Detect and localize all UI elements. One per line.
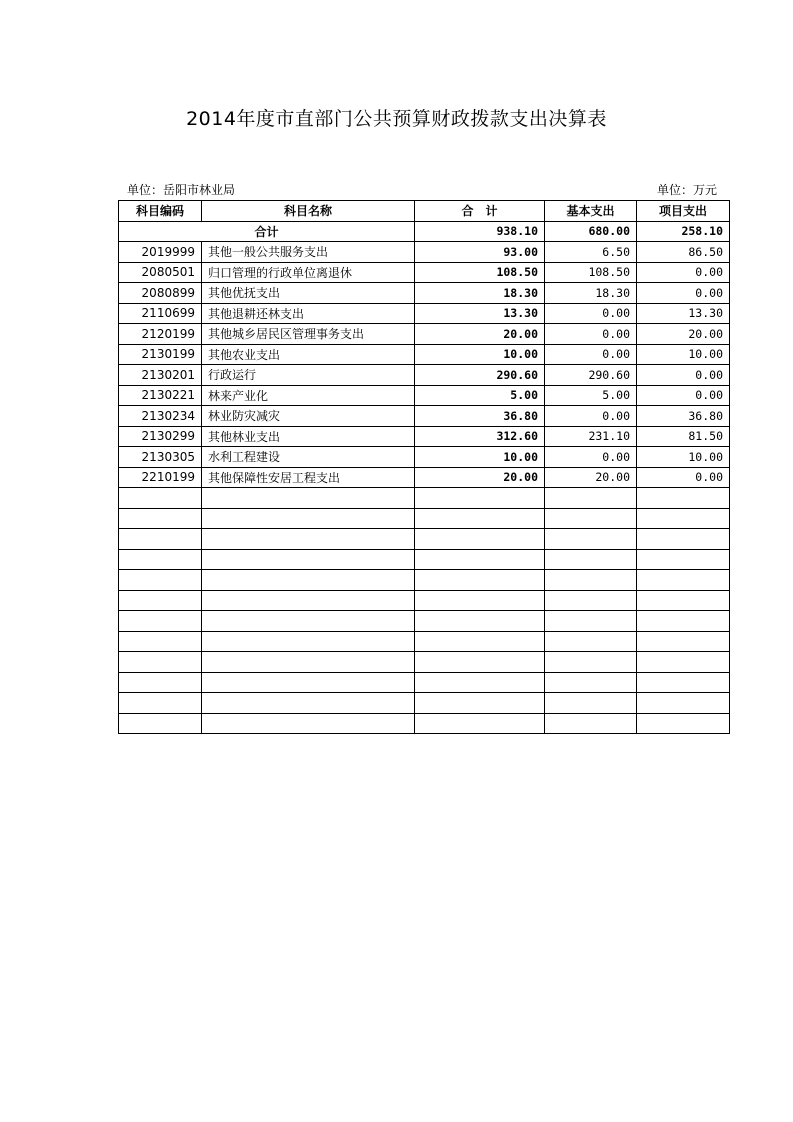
row-name: 其他林业支出: [202, 426, 415, 447]
table-row: [119, 385, 730, 406]
empty-cell: [415, 529, 545, 550]
empty-cell: [119, 529, 202, 550]
unit-currency: 单位：万元: [657, 183, 718, 197]
empty-cell: [202, 652, 415, 673]
total-sum: 938.10: [415, 221, 545, 242]
empty-cell: [637, 508, 730, 529]
row-project: 20.00: [637, 324, 730, 345]
empty-cell: [202, 549, 415, 570]
row-name: 其他保障性安居工程支出: [202, 467, 415, 488]
row-code: 2210199: [119, 467, 202, 488]
row-code: 2130221: [119, 385, 202, 406]
empty-cell: [202, 713, 415, 734]
header-project: 项目支出: [637, 201, 730, 222]
empty-cell: [545, 570, 637, 591]
row-project: 0.00: [637, 365, 730, 386]
empty-cell: [545, 529, 637, 550]
row-name: 其他农业支出: [202, 344, 415, 365]
row-project: 36.80: [637, 406, 730, 427]
table-row: [119, 344, 730, 365]
row-project: 13.30: [637, 303, 730, 324]
row-basic: 290.60: [545, 365, 637, 386]
empty-row: [119, 570, 730, 591]
row-code: 2130305: [119, 447, 202, 468]
empty-cell: [119, 631, 202, 652]
row-basic: 18.30: [545, 283, 637, 304]
empty-cell: [202, 693, 415, 714]
row-project: 10.00: [637, 447, 730, 468]
table-row: [119, 467, 730, 488]
row-code: 2120199: [119, 324, 202, 345]
total-basic: 680.00: [545, 221, 637, 242]
empty-cell: [119, 693, 202, 714]
empty-cell: [545, 713, 637, 734]
table-row: [119, 242, 730, 263]
empty-cell: [545, 693, 637, 714]
row-sum: 10.00: [415, 447, 545, 468]
row-name: 林来产业化: [202, 385, 415, 406]
empty-cell: [202, 672, 415, 693]
empty-cell: [415, 611, 545, 632]
empty-cell: [202, 508, 415, 529]
empty-cell: [637, 693, 730, 714]
empty-cell: [545, 508, 637, 529]
header-row: [119, 201, 730, 222]
empty-cell: [119, 508, 202, 529]
empty-cell: [415, 672, 545, 693]
header-basic: 基本支出: [545, 201, 637, 222]
total-project: 258.10: [637, 221, 730, 242]
row-code: 2080899: [119, 283, 202, 304]
empty-cell: [545, 488, 637, 509]
row-sum: 10.00: [415, 344, 545, 365]
row-project: 86.50: [637, 242, 730, 263]
empty-cell: [119, 713, 202, 734]
row-project: 10.00: [637, 344, 730, 365]
table-row: [119, 406, 730, 427]
empty-cell: [119, 590, 202, 611]
row-basic: 0.00: [545, 324, 637, 345]
empty-cell: [415, 713, 545, 734]
empty-row: [119, 713, 730, 734]
empty-cell: [637, 590, 730, 611]
empty-cell: [637, 713, 730, 734]
empty-row: [119, 631, 730, 652]
empty-cell: [637, 631, 730, 652]
row-code: 2080501: [119, 262, 202, 283]
empty-cell: [119, 652, 202, 673]
empty-cell: [119, 488, 202, 509]
empty-cell: [202, 590, 415, 611]
header-name: 科目名称: [202, 201, 415, 222]
row-sum: 20.00: [415, 324, 545, 345]
row-sum: 18.30: [415, 283, 545, 304]
empty-row: [119, 693, 730, 714]
empty-cell: [415, 549, 545, 570]
empty-cell: [637, 570, 730, 591]
row-code: 2130201: [119, 365, 202, 386]
table-row: [119, 283, 730, 304]
row-basic: 108.50: [545, 262, 637, 283]
page-title: 2014年度市直部门公共预算财政拨款支出决算表: [186, 108, 607, 130]
row-name: 林业防灾减灾: [202, 406, 415, 427]
empty-cell: [415, 508, 545, 529]
header-code: 科目编码: [119, 201, 202, 222]
table-row: [119, 447, 730, 468]
row-name: 其他优抚支出: [202, 283, 415, 304]
row-basic: 6.50: [545, 242, 637, 263]
empty-cell: [202, 631, 415, 652]
row-basic: 0.00: [545, 406, 637, 427]
row-code: 2130234: [119, 406, 202, 427]
empty-cell: [415, 693, 545, 714]
empty-cell: [415, 488, 545, 509]
row-code: 2130199: [119, 344, 202, 365]
empty-cell: [637, 529, 730, 550]
empty-cell: [119, 549, 202, 570]
row-basic: 0.00: [545, 447, 637, 468]
empty-row: [119, 611, 730, 632]
empty-row: [119, 590, 730, 611]
row-name: 水利工程建设: [202, 447, 415, 468]
empty-cell: [202, 488, 415, 509]
expenditure-table: [118, 200, 730, 734]
row-project: 0.00: [637, 283, 730, 304]
empty-cell: [119, 611, 202, 632]
empty-cell: [119, 570, 202, 591]
row-project: 81.50: [637, 426, 730, 447]
empty-row: [119, 508, 730, 529]
row-sum: 5.00: [415, 385, 545, 406]
empty-cell: [545, 549, 637, 570]
table-row: [119, 426, 730, 447]
row-project: 0.00: [637, 467, 730, 488]
total-label: 合计: [119, 221, 415, 242]
table-row: [119, 365, 730, 386]
table-row: [119, 303, 730, 324]
row-project: 0.00: [637, 262, 730, 283]
empty-cell: [637, 672, 730, 693]
row-code: 2110699: [119, 303, 202, 324]
empty-cell: [119, 672, 202, 693]
row-name: 归口管理的行政单位离退休: [202, 262, 415, 283]
row-basic: 20.00: [545, 467, 637, 488]
empty-cell: [637, 611, 730, 632]
empty-cell: [545, 631, 637, 652]
row-sum: 93.00: [415, 242, 545, 263]
empty-row: [119, 529, 730, 550]
row-basic: 231.10: [545, 426, 637, 447]
row-basic: 5.00: [545, 385, 637, 406]
unit-organization: 单位：岳阳市林业局: [127, 183, 236, 197]
row-code: 2019999: [119, 242, 202, 263]
row-name: 其他一般公共服务支出: [202, 242, 415, 263]
empty-cell: [415, 631, 545, 652]
table-row: [119, 262, 730, 283]
empty-cell: [415, 652, 545, 673]
row-sum: 13.30: [415, 303, 545, 324]
row-sum: 36.80: [415, 406, 545, 427]
row-sum: 290.60: [415, 365, 545, 386]
empty-cell: [545, 652, 637, 673]
empty-cell: [415, 590, 545, 611]
total-row: [119, 221, 730, 242]
row-sum: 20.00: [415, 467, 545, 488]
empty-cell: [545, 672, 637, 693]
row-name: 其他退耕还林支出: [202, 303, 415, 324]
empty-cell: [202, 611, 415, 632]
row-basic: 0.00: [545, 303, 637, 324]
empty-cell: [637, 549, 730, 570]
empty-cell: [202, 570, 415, 591]
row-sum: 312.60: [415, 426, 545, 447]
empty-row: [119, 549, 730, 570]
row-name: 其他城乡居民区管理事务支出: [202, 324, 415, 345]
empty-cell: [637, 652, 730, 673]
row-project: 0.00: [637, 385, 730, 406]
row-code: 2130299: [119, 426, 202, 447]
empty-cell: [545, 611, 637, 632]
empty-cell: [637, 488, 730, 509]
empty-row: [119, 672, 730, 693]
row-basic: 0.00: [545, 344, 637, 365]
table-row: [119, 324, 730, 345]
empty-cell: [415, 570, 545, 591]
empty-row: [119, 652, 730, 673]
empty-cell: [202, 529, 415, 550]
row-sum: 108.50: [415, 262, 545, 283]
row-name: 行政运行: [202, 365, 415, 386]
empty-cell: [545, 590, 637, 611]
empty-row: [119, 488, 730, 509]
header-sum: 合 计: [415, 201, 545, 222]
